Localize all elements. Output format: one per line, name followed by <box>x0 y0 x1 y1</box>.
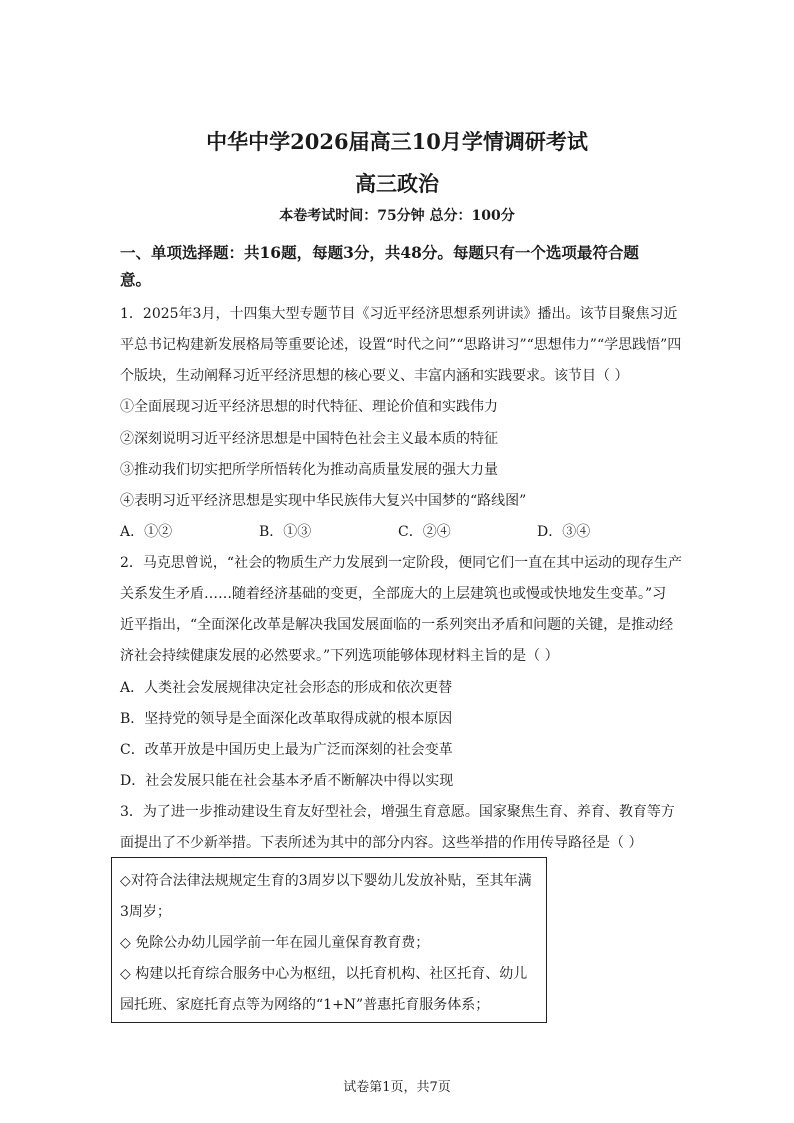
question-2-option-b: B．坚持党的领导是全面深化改革取得成就的根本原因 <box>120 711 453 727</box>
question-2-stem: 关系发生矛盾……随着经济基础的变更，全部庞大的上层建筑也或慢或快地发生变革。”习 <box>120 586 667 602</box>
question-2-option-a: A．人类社会发展规律决定社会形态的形成和依次更替 <box>120 680 453 696</box>
material-line: ◇对符合法律法规规定生育的3周岁以下婴幼儿发放补贴，至其年满 <box>120 873 532 889</box>
question-2-option-c: C．改革开放是中国历史上最为广泛而深刻的社会变革 <box>120 742 453 758</box>
question-1-statement: ④表明习近平经济思想是实现中华民族伟大复兴中国梦的“路线图” <box>120 493 527 509</box>
question-1-statement: ②深刻说明习近平经济思想是中国特色社会主义最本质的特征 <box>120 431 498 447</box>
question-1-stem: 1．2025年3月，十四集大型专题节目《习近平经济思想系列讲读》播出。该节目聚焦习近 <box>120 306 678 322</box>
material-line: ◇ 免除公办幼儿园学前一年在园儿童保育教育费； <box>120 935 430 951</box>
page-footer: 试卷第1页，共7页 <box>343 1080 451 1095</box>
question-2-stem: 济社会持续健康发展的必然要求。”下列选项能够体现材料主旨的是（ ） <box>120 648 559 664</box>
question-1-statement: ①全面展现习近平经济思想的时代特征、理论价值和实践伟力 <box>120 399 498 415</box>
question-2-option-d: D．社会发展只能在社会基本矛盾不断解决中得以实现 <box>120 773 454 789</box>
question-3-material-box <box>111 857 547 1023</box>
material-line: 园托班、家庭托育点等为网络的“1+N”普惠托育服务体系； <box>120 997 490 1013</box>
question-1-statement: ③推动我们切实把所学所悟转化为推动高质量发展的强大力量 <box>120 462 498 478</box>
question-3-stem: 3．为了进一步推动建设生育友好型社会，增强生育意愿。国家聚焦生育、养育、教育等方 <box>120 804 675 820</box>
question-1-option-d: D．③④ <box>537 524 591 540</box>
subject-title: 高三政治 <box>355 171 439 196</box>
question-2-stem: 近平指出，“全面深化改革是解决我国发展面临的一系列突出矛盾和问题的关键，是推动经 <box>120 617 674 633</box>
exam-title: 中华中学2026届高三10月学情调研考试 <box>206 129 588 154</box>
question-1-option-b: B．①③ <box>259 524 312 540</box>
question-3-stem: 面提出了不少新举措。下表所述为其中的部分内容。这些举措的作用传导路径是（ ） <box>120 835 643 851</box>
section-heading-cont: 意。 <box>120 270 152 289</box>
question-1-stem: 平总书记构建新发展格局等重要论述，设置“时代之问”“思路讲习”“思想伟力”“学思践悟”四 <box>120 337 682 353</box>
question-1-stem: 个版块，生动阐释习近平经济思想的核心要义、丰富内涵和实践要求。该节目（ ） <box>120 368 629 384</box>
question-1-option-a: A．①② <box>120 524 173 540</box>
question-1-option-c: C．②④ <box>398 524 451 540</box>
material-line: ◇ 构建以托育综合服务中心为枢纽，以托育机构、社区托育、幼儿 <box>120 966 528 982</box>
exam-info: 本卷考试时间：75分钟 总分：100分 <box>279 208 515 224</box>
section-heading: 一、单项选择题：共16题，每题3分，共48分。每题只有一个选项最符合题 <box>120 243 639 262</box>
material-line: 3周岁； <box>120 904 171 920</box>
question-2-stem: 2．马克思曾说，“社会的物质生产力发展到一定阶段，便同它们一直在其中运动的现存生产 <box>120 555 683 571</box>
